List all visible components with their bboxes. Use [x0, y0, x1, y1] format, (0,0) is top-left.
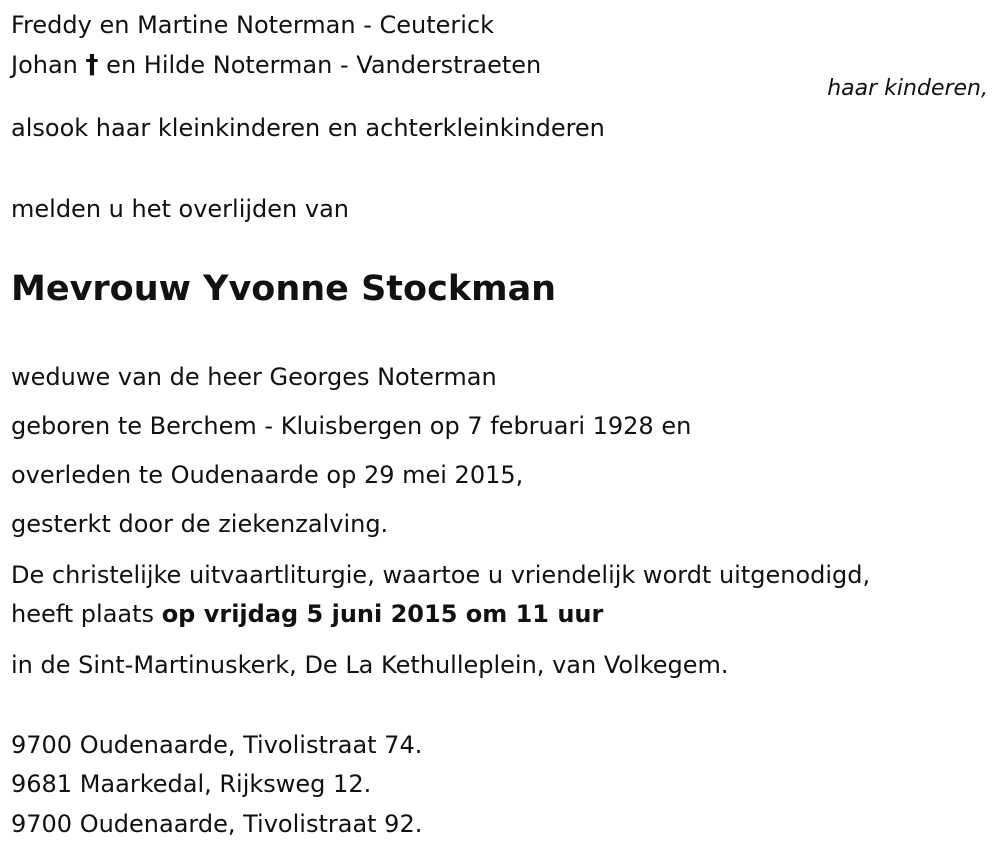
sacrament-line: gesterkt door de ziekenzalving. — [11, 510, 389, 538]
address-1: 9700 Oudenaarde, Tivolistraat 74. — [11, 731, 423, 759]
family-line-2 — [11, 50, 541, 80]
announcement-intro: melden u het overlijden van — [11, 195, 349, 223]
death-line: overleden te Oudenaarde op 29 mei 2015, — [11, 461, 524, 489]
funeral-date: op vrijdag 5 juni 2015 om 11 uur — [161, 600, 604, 628]
birth-line: geboren te Berchem - Kluisbergen op 7 februari 1928 en — [11, 412, 692, 440]
address-2: 9681 Maarkedal, Rijksweg 12. — [11, 770, 372, 798]
family-line-2-rest: en Hilde Noterman - Vanderstraeten — [106, 51, 542, 79]
family-line-2-first: Johan — [11, 51, 78, 79]
widow-line: weduwe van de heer Georges Noterman — [11, 363, 497, 391]
deceased-cross-icon: † — [85, 50, 99, 80]
funeral-line-1: De christelijke uitvaartliturgie, waartoe u vriendelijk wordt uitgenodigd, — [11, 561, 871, 589]
funeral-location: in de Sint-Martinuskerk, De La Kethulleplein, van Volkegem. — [11, 651, 729, 679]
family-role: haar kinderen, — [827, 76, 988, 101]
grandchildren-line: alsook haar kleinkinderen en achterkleinkinderen — [11, 114, 605, 142]
funeral-prefix: heeft plaats — [11, 600, 155, 628]
address-3: 9700 Oudenaarde, Tivolistraat 92. — [11, 810, 423, 838]
deceased-name: Mevrouw Yvonne Stockman — [11, 269, 557, 309]
funeral-line-2 — [11, 599, 603, 629]
family-line-1: Freddy en Martine Noterman - Ceuterick — [11, 11, 495, 39]
